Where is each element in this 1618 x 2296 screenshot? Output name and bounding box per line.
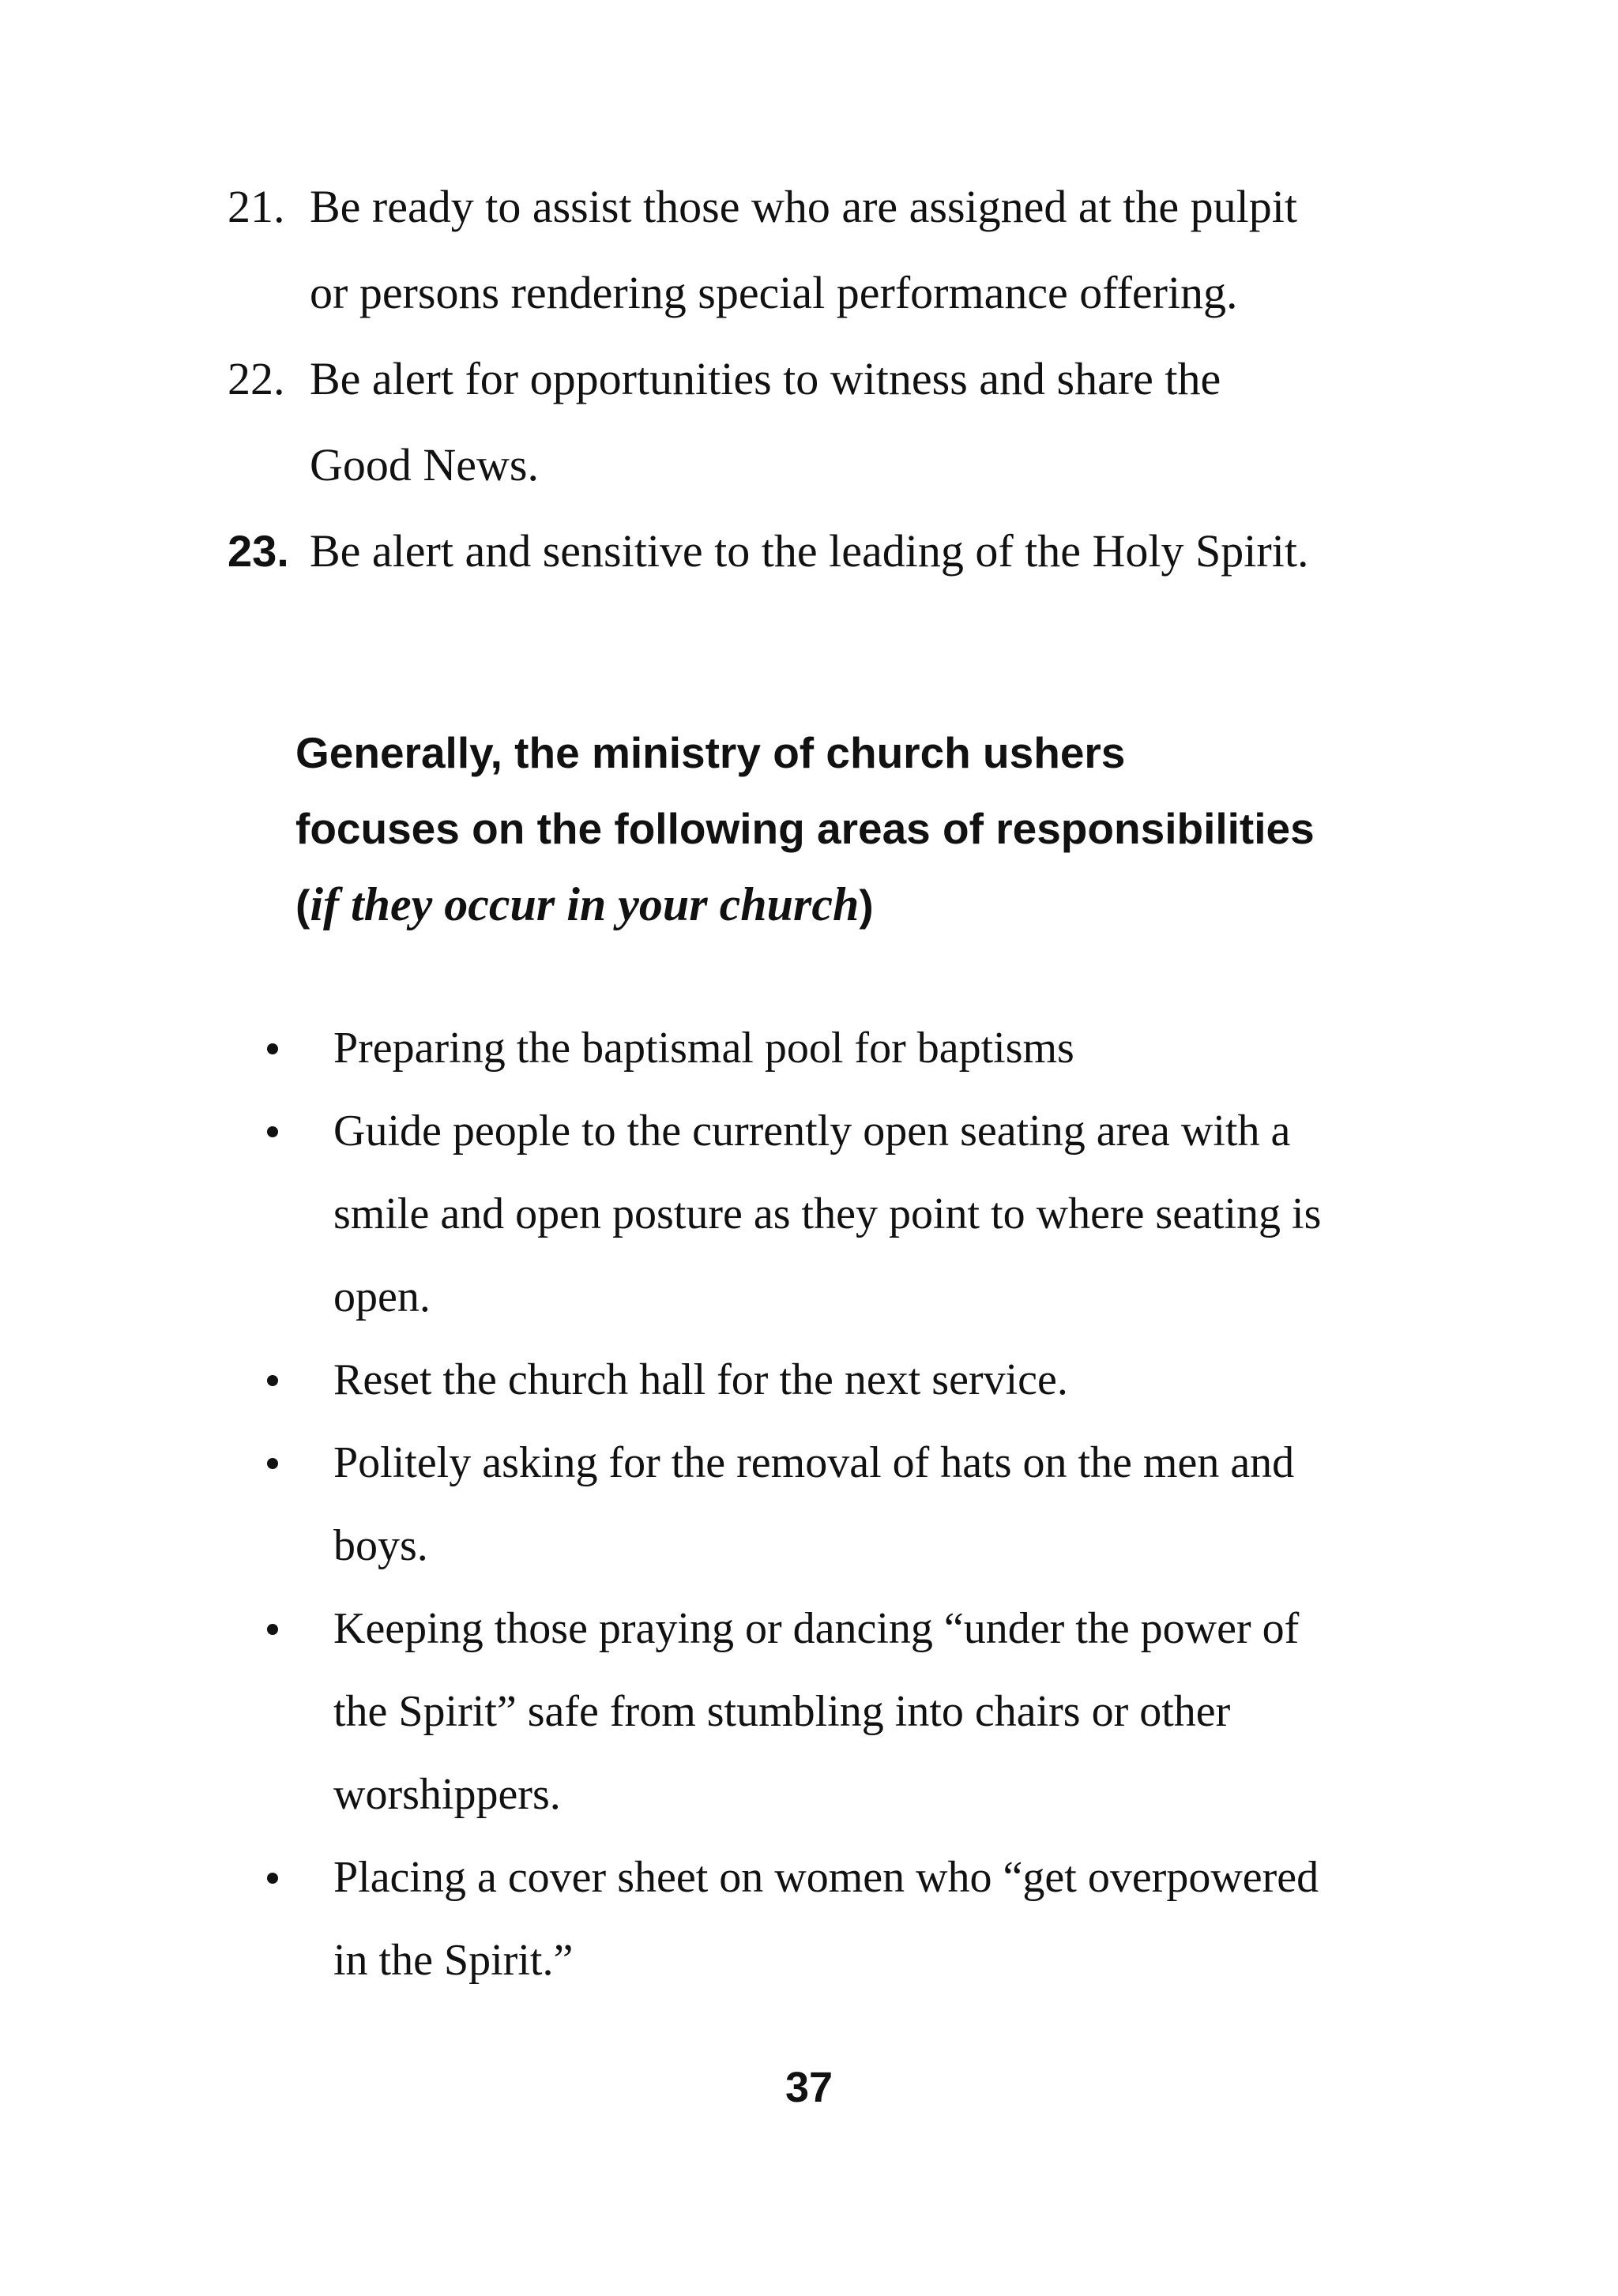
bullet-icon	[267, 1375, 278, 1386]
item-text-line: or persons rendering special performance offering.	[310, 267, 1238, 318]
item-text-line: Reset the church hall for the next service.	[333, 1355, 1068, 1404]
list-item-22	[228, 336, 1460, 508]
item-text-line: Guide people to the currently open seating area with a	[333, 1107, 1291, 1156]
item-text-line: open.	[333, 1272, 431, 1321]
bullet-icon	[267, 1043, 278, 1054]
list-item-21	[228, 163, 1460, 336]
open-paren: (	[295, 881, 310, 930]
bullet-list	[261, 1007, 1493, 2002]
item-text-line: Keeping those praying or dancing “under the power of	[333, 1604, 1300, 1653]
list-item	[261, 1007, 1493, 1090]
bullet-icon	[267, 1458, 278, 1469]
bullet-icon	[267, 1873, 278, 1884]
item-text-line: boys.	[333, 1521, 428, 1570]
item-number: 23.	[228, 526, 289, 576]
item-text-line: Be alert and sensitive to the leading of the Holy Spirit.	[310, 525, 1309, 577]
page-number: 37	[785, 2064, 833, 2111]
item-text-line: smile and open posture as they point to where seating is	[333, 1189, 1322, 1238]
item-text-line: the Spirit” safe from stumbling into chairs or other	[333, 1687, 1231, 1736]
item-text-line: in the Spirit.”	[333, 1936, 574, 1985]
heading-line: focuses on the following areas of responsibilities	[295, 804, 1315, 853]
item-text-line: Be alert for opportunities to witness and share the	[310, 353, 1221, 404]
heading-line	[295, 866, 1560, 943]
list-item	[261, 1422, 1493, 1588]
bullet-icon	[267, 1624, 278, 1635]
item-text-line: Placing a cover sheet on women who “get overpowered	[333, 1853, 1319, 1902]
close-paren: )	[859, 881, 874, 930]
item-text-line: Be ready to assist those who are assigned at the pulpit	[310, 181, 1297, 232]
item-text-line: Preparing the baptismal pool for baptisms	[333, 1024, 1074, 1073]
item-number: 21.	[228, 181, 285, 232]
item-number: 22.	[228, 353, 285, 404]
item-text-line: worshippers.	[333, 1770, 561, 1819]
list-item	[261, 1588, 1493, 1836]
list-item	[261, 1090, 1493, 1339]
list-item-23	[228, 508, 1460, 594]
heading-line: Generally, the ministry of church ushers	[295, 728, 1126, 777]
item-text-line: Good News.	[310, 439, 539, 490]
list-item	[261, 1339, 1493, 1422]
section-heading	[295, 715, 1560, 943]
item-text-line: Politely asking for the removal of hats on the men and	[333, 1438, 1295, 1487]
list-item	[261, 1836, 1493, 2002]
bullet-icon	[267, 1126, 278, 1137]
heading-italic: if they occur in your church	[310, 878, 860, 930]
numbered-list	[228, 163, 1460, 594]
